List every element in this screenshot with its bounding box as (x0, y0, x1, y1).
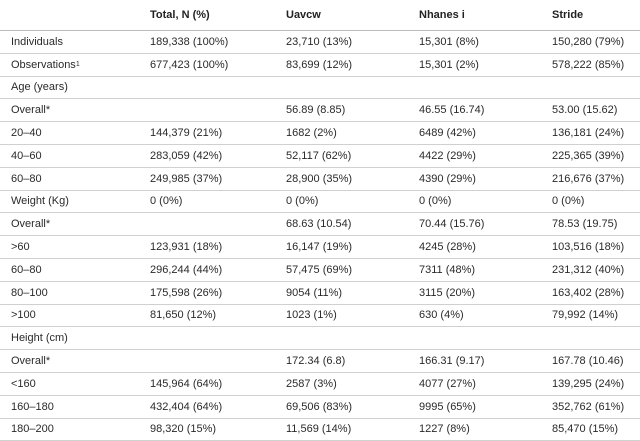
cell-nhanes: 9995 (65%) (419, 400, 476, 413)
row-label (11, 396, 141, 418)
row-label-text: 160–180 (11, 400, 54, 413)
cell-total (150, 327, 270, 349)
header-cell-stride: Stride (552, 9, 584, 21)
row-label-text: 20–40 (11, 127, 42, 140)
cell-nhanes: 3115 (20%) (419, 286, 476, 299)
row-label (11, 327, 141, 349)
cell-stride: 167.78 (10.46) (552, 355, 624, 368)
cell-nhanes: 15,301 (8%) (419, 35, 479, 48)
cell-total: 283,059 (42%) (150, 149, 223, 162)
cell-total: 189,338 (100%) (150, 35, 229, 48)
cell-nhanes: 630 (4%) (419, 309, 464, 322)
cell-uavcw: 52,117 (62%) (286, 149, 352, 162)
cell-total: 123,931 (18%) (150, 241, 223, 254)
cell-stride: 85,470 (15%) (552, 423, 619, 436)
row-label-text: >100 (11, 309, 36, 322)
cell-stride: 578,222 (85%) (552, 58, 625, 71)
header-cell-label (11, 0, 141, 30)
cell-uavcw: 1023 (1%) (286, 309, 337, 322)
cell-uavcw: 57,475 (69%) (286, 263, 353, 276)
table-header-row (0, 0, 640, 31)
row-label (11, 282, 141, 304)
row-label (11, 236, 141, 258)
cell-uavcw: 1682 (2%) (286, 127, 337, 140)
cell-uavcw: 56.89 (8.85) (286, 104, 346, 117)
table-row (0, 373, 640, 396)
row-label (11, 191, 141, 213)
cell-uavcw: 68.63 (10.54) (286, 218, 352, 231)
table-row (0, 213, 640, 236)
cell-stride: 136,181 (24%) (552, 127, 625, 140)
cell-uavcw: 69,506 (83%) (286, 400, 353, 413)
cell-stride: 79,992 (14%) (552, 309, 619, 322)
header-cell-total: Total, N (%) (150, 9, 210, 21)
row-label-text: 80–100 (11, 286, 48, 299)
cell-total: 145,964 (64%) (150, 377, 223, 390)
table-row (0, 396, 640, 419)
cell-stride: 139,295 (24%) (552, 377, 625, 390)
table-row (0, 259, 640, 282)
table-row (0, 350, 640, 373)
cell-stride: 216,676 (37%) (552, 172, 625, 185)
cell-nhanes: 4245 (28%) (419, 241, 476, 254)
cell-total: 677,423 (100%) (150, 58, 229, 71)
table-row (0, 305, 640, 328)
cell-nhanes: 0 (0%) (419, 195, 452, 208)
row-label-text: <160 (11, 377, 36, 390)
table-row (0, 145, 640, 168)
row-label-text: Height (cm) (11, 332, 68, 345)
cell-stride: 150,280 (79%) (552, 35, 625, 48)
row-label-text: >60 (11, 241, 30, 254)
cell-total (150, 213, 270, 235)
cell-total: 432,404 (64%) (150, 400, 223, 413)
row-label-text: 180–200 (11, 423, 54, 436)
cell-total (150, 77, 270, 99)
cell-uavcw: 11,569 (14%) (286, 423, 352, 436)
cell-total (150, 99, 270, 121)
row-label (11, 122, 141, 144)
cell-stride (552, 327, 640, 349)
cell-total: 0 (0%) (150, 195, 183, 208)
cell-uavcw: 16,147 (19%) (286, 241, 353, 254)
cell-uavcw: 2587 (3%) (286, 377, 337, 390)
cell-stride: 163,402 (28%) (552, 286, 625, 299)
cell-uavcw: 83,699 (12%) (286, 58, 353, 71)
cell-stride: 0 (0%) (552, 195, 585, 208)
row-label: Observations 1 (11, 58, 80, 71)
row-label (11, 350, 141, 372)
row-label-text: 60–80 (11, 263, 42, 276)
cell-nhanes: 4077 (27%) (419, 377, 476, 390)
table-row (0, 236, 640, 259)
row-label (11, 419, 141, 441)
cell-nhanes (419, 327, 539, 349)
row-label (11, 259, 141, 281)
table-row (0, 77, 640, 100)
row-label (11, 213, 141, 235)
table-row (0, 31, 640, 54)
table-row (0, 327, 640, 350)
cell-stride (552, 77, 640, 99)
table-row (0, 419, 640, 441)
cell-nhanes: 6489 (42%) (419, 127, 476, 140)
cell-nhanes: 15,301 (2%) (419, 58, 479, 71)
cell-total: 249,985 (37%) (150, 172, 223, 185)
cell-total: 175,598 (26%) (150, 286, 223, 299)
table-row (0, 282, 640, 305)
cell-nhanes: 166.31 (9.17) (419, 355, 485, 368)
cell-total: 81,650 (12%) (150, 309, 217, 322)
row-label (11, 99, 141, 121)
row-label-text: Overall* (11, 104, 51, 117)
cell-uavcw: 23,710 (13%) (286, 35, 353, 48)
row-label-text: Age (years) (11, 81, 68, 94)
row-label (11, 305, 141, 327)
row-label-text: 60–80 (11, 172, 42, 185)
table-row (0, 191, 640, 214)
cell-total (150, 350, 270, 372)
table-row (0, 122, 640, 145)
cell-uavcw (286, 77, 406, 99)
cell-total: 98,320 (15%) (150, 423, 217, 436)
cell-stride: 225,365 (39%) (552, 149, 625, 162)
header-cell-uavcw: Uavcw (286, 9, 321, 21)
cell-nhanes: 7311 (48%) (419, 263, 476, 276)
header-cell-nhanes: Nhanes i (419, 9, 465, 21)
table-row (0, 168, 640, 191)
row-label (11, 373, 141, 395)
cell-nhanes: 46.55 (16.74) (419, 104, 485, 117)
cell-stride: 78.53 (19.75) (552, 218, 618, 231)
table-row (0, 54, 640, 77)
cell-uavcw: 172.34 (6.8) (286, 355, 346, 368)
row-label (11, 31, 141, 53)
cell-stride: 352,762 (61%) (552, 400, 625, 413)
row-label (11, 145, 141, 167)
cell-uavcw: 28,900 (35%) (286, 172, 353, 185)
row-label-text: Observations (11, 58, 76, 71)
cell-stride: 103,516 (18%) (552, 241, 625, 254)
cell-total: 296,244 (44%) (150, 263, 223, 276)
row-label-text: 40–60 (11, 149, 42, 162)
cell-nhanes: 4390 (29%) (419, 172, 476, 185)
cell-nhanes: 4422 (29%) (419, 149, 476, 162)
cell-stride: 231,312 (40%) (552, 263, 625, 276)
cell-uavcw: 9054 (11%) (286, 286, 343, 299)
cell-uavcw (286, 327, 406, 349)
cell-nhanes (419, 77, 539, 99)
row-label (11, 77, 141, 99)
cell-total: 144,379 (21%) (150, 127, 223, 140)
row-label-text: Individuals (11, 35, 63, 48)
cell-uavcw: 0 (0%) (286, 195, 319, 208)
row-label-text: Overall* (11, 218, 51, 231)
table-row (0, 99, 640, 122)
cell-nhanes: 70.44 (15.76) (419, 218, 485, 231)
row-label (11, 168, 141, 190)
row-label-text: Weight (Kg) (11, 195, 69, 208)
cell-stride: 53.00 (15.62) (552, 104, 618, 117)
row-label-text: Overall* (11, 355, 51, 368)
cell-nhanes: 1227 (8%) (419, 423, 470, 436)
